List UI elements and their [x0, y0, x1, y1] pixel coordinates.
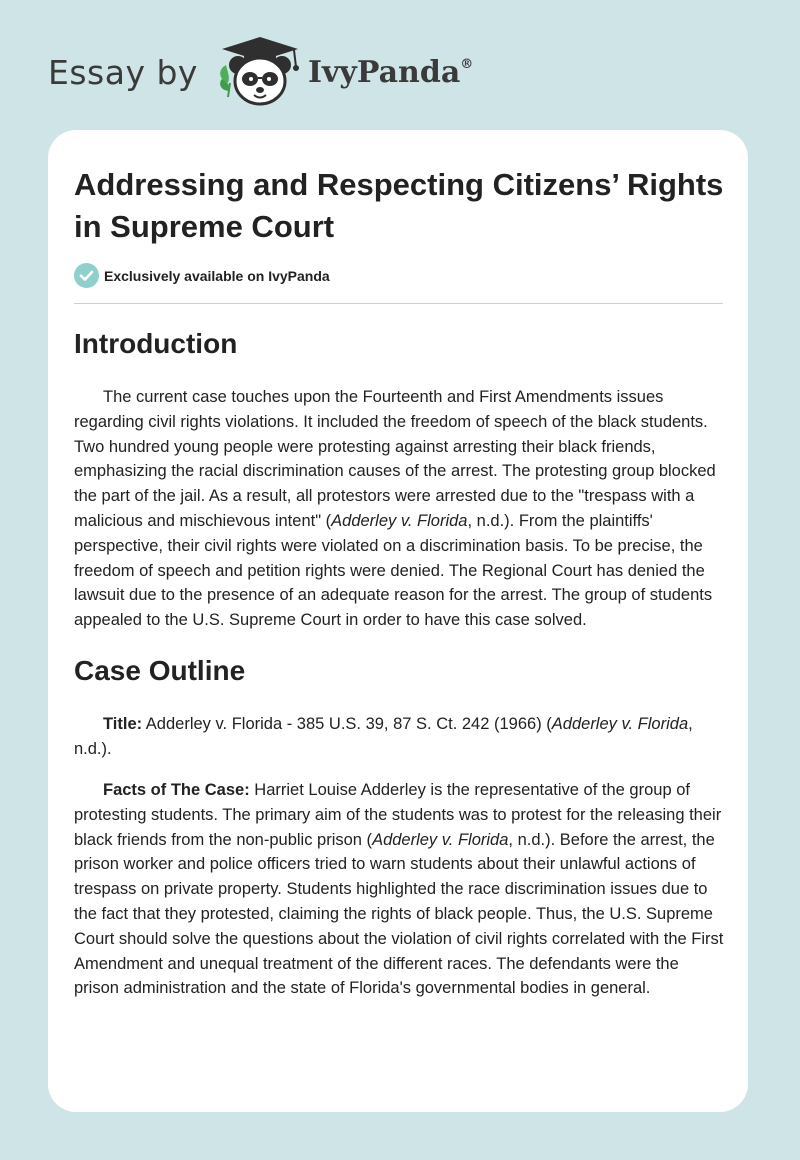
heading-case-outline: Case Outline	[74, 655, 246, 686]
citation: Adderley v. Florida	[551, 715, 689, 733]
heading-introduction: Introduction	[74, 328, 238, 359]
essay-card	[48, 130, 748, 1112]
case-title-paragraph: Title: Adderley v. Florida - 385 U.S. 39, 87 S. Ct. 242 (1966) (Adderley v. Florida, n.d.).	[74, 715, 693, 758]
intro-paragraph: The current case touches upon the Fourteenth and First Amendments issues regarding civil rights violations. It included the freedom of speech of the black students. Two hundred young people were protesting against arresting their black friends, emphasizing the racial discrimination causes of the arrest. The protesting group blocked the part of the jail. As a result, all protestors were arrested due to the "trespass with a malicious and mischievous intent" (Adderley v. Florida, n.d.). From the plaintiffs' perspective, their civil rights were violated on a discrimination basis. To be precise, the freedom of speech and petition rights were denied. The Regional Court has denied the lawsuit due to the presence of an adequate reason for the arrest. The group of students appealed to the U.S. Supreme Court in order to have this case solved.	[74, 388, 716, 630]
title-label: Title:	[103, 715, 143, 733]
citation: Adderley v. Florida	[331, 511, 468, 530]
panda-graduate-icon[interactable]	[214, 35, 306, 109]
registered-mark: ®	[460, 56, 474, 72]
essay-by-label: Essay by	[48, 52, 198, 92]
site-header	[48, 34, 473, 110]
exclusive-badge	[74, 263, 330, 288]
check-circle-icon	[74, 263, 99, 288]
facts-label: Facts of The Case:	[103, 781, 250, 799]
exclusive-text: Exclusively available on IvyPanda	[104, 267, 330, 284]
divider	[74, 303, 723, 304]
brand-name[interactable]: IvyPanda®	[307, 54, 474, 90]
facts-paragraph: Facts of The Case: Harriet Louise Adderley is the representative of the group of protesting students. The primary aim of the students was to protest for the releasing their black friends from the non-public prison (Adderley v. Florida, n.d.). Before the arrest, the prison worker and police officers tried to warn students about their unlawful actions of trespass on private property. Students highlighted the race discrimination issues due to the fact that they protested, claiming the rights of black people. Thus, the U.S. Supreme Court should solve the questions about the violation of civil rights correlated with the First Amendment and unequal treatment of the different races. The defendants were the prison administration and the state of Florida's governmental bodies in general.	[74, 781, 724, 998]
essay-title: Addressing and Respecting Citizens’ Rights in Supreme Court	[74, 167, 724, 244]
citation: Adderley v. Florida	[372, 830, 509, 849]
